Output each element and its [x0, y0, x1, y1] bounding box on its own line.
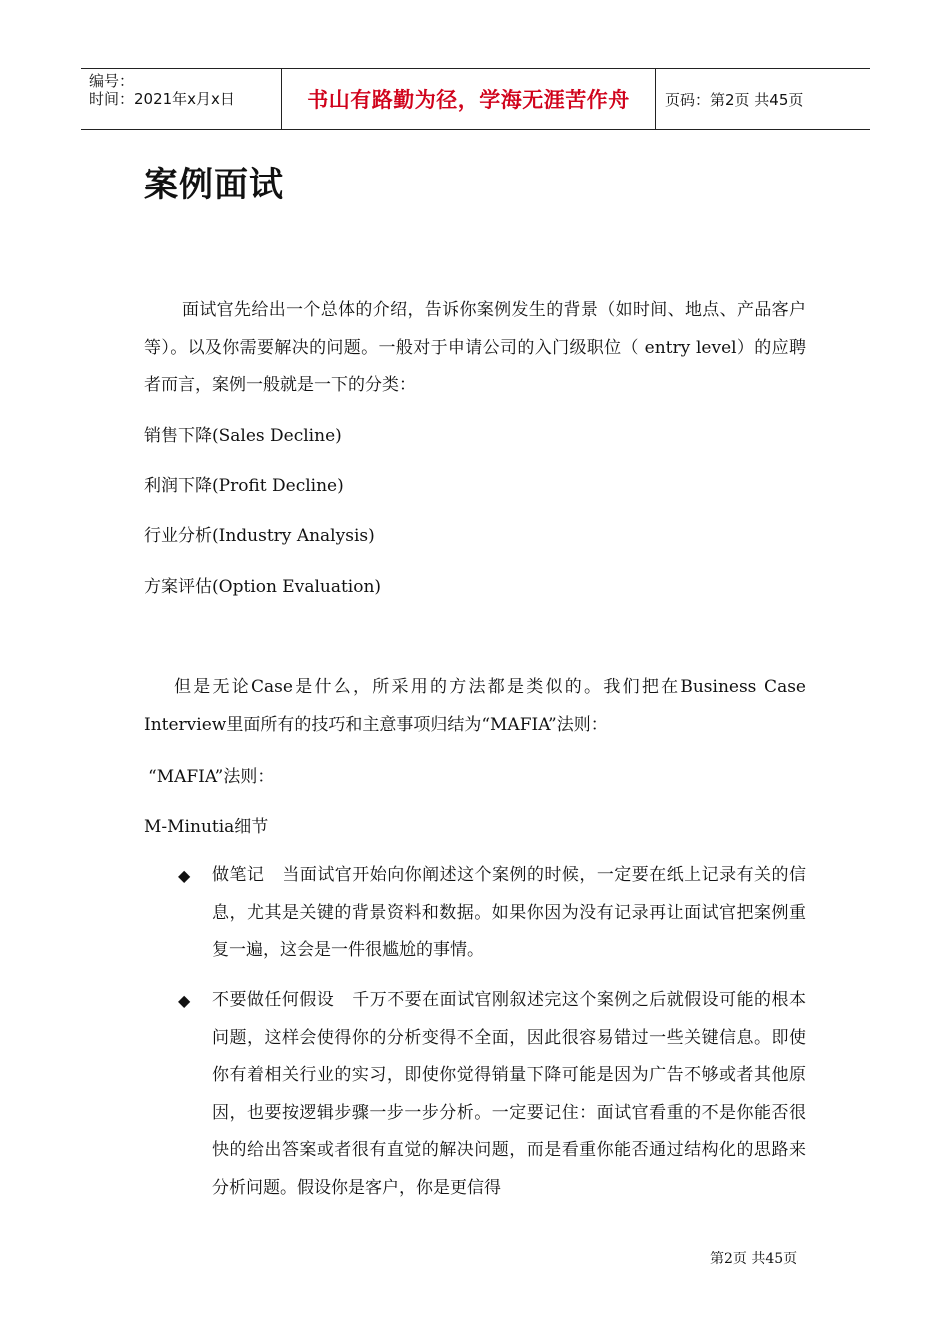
document-time-label: 时间：2021年x月x日: [89, 90, 235, 108]
bullet-lead: 做笔记: [212, 865, 265, 885]
bullet-item-no-assumptions: [178, 982, 806, 1207]
page-header: [81, 68, 870, 130]
diamond-bullet-icon: ◆: [178, 991, 191, 1010]
diamond-bullet-icon: ◆: [178, 866, 191, 885]
page-footer: 第2页 共45页: [710, 1251, 798, 1267]
method-paragraph: 但是无论Case是什么，所采用的方法都是类似的。我们把在Business Case Interview里面所有的技巧和主意事项归结为“MAFIA”法则：: [144, 677, 806, 735]
bullet-item-take-notes: [178, 857, 806, 970]
bullet-body: [212, 857, 806, 970]
bullet-lead: 不要做任何假设: [212, 990, 335, 1010]
document-number-label: 编号：: [89, 72, 135, 90]
bullet-text: 当面试官开始向你阐述这个案例的时候，一定要在纸上记录有关的信息，尤其是关键的背景资料和数据。如果你因为没有记录再让面试官把案例重复一遍，这会是一件很尴尬的事情。: [212, 865, 806, 960]
category-item: 方案评估(Option Evaluation): [144, 577, 382, 597]
category-item: 利润下降(Profit Decline): [144, 476, 344, 496]
intro-paragraph: 面试官先给出一个总体的介绍，告诉你案例发生的背景（如时间、地点、产品客户等）。以及你需要解决的问题。一般对于申请公司的入门级职位（ entry level）的应聘者而言，案例一般就是一下的分类：: [144, 300, 806, 395]
mafia-heading: “MAFIA”法则：: [148, 767, 275, 787]
bullet-text: 千万不要在面试官刚叙述完这个案例之后就假设可能的根本问题，这样会使得你的分析变得不全面，因此很容易错过一些关键信息。即使你有着相关行业的实习，即使你觉得销量下降可能是因为广告不够或者其他原因，也要按逻辑步骤一步一步分析。一定要记住：面试官看重的不是你能否很快的给出答案或者很有直觉的解决问题，而是看重你能否通过结构化的思路来分析问题。假设你是客户，你是更信得: [212, 990, 806, 1198]
header-meta: [81, 69, 282, 129]
page-title: 案例面试: [144, 165, 284, 205]
category-item: 行业分析(Industry Analysis): [144, 526, 375, 546]
category-item: 销售下降(Sales Decline): [144, 426, 342, 446]
bullet-body: [212, 982, 806, 1207]
header-page-code: 页码：第2页 共45页: [665, 90, 804, 109]
header-motto: 书山有路勤为径，学海无涯苦作舟: [282, 69, 656, 129]
minutia-heading: M-Minutia细节: [144, 817, 269, 837]
